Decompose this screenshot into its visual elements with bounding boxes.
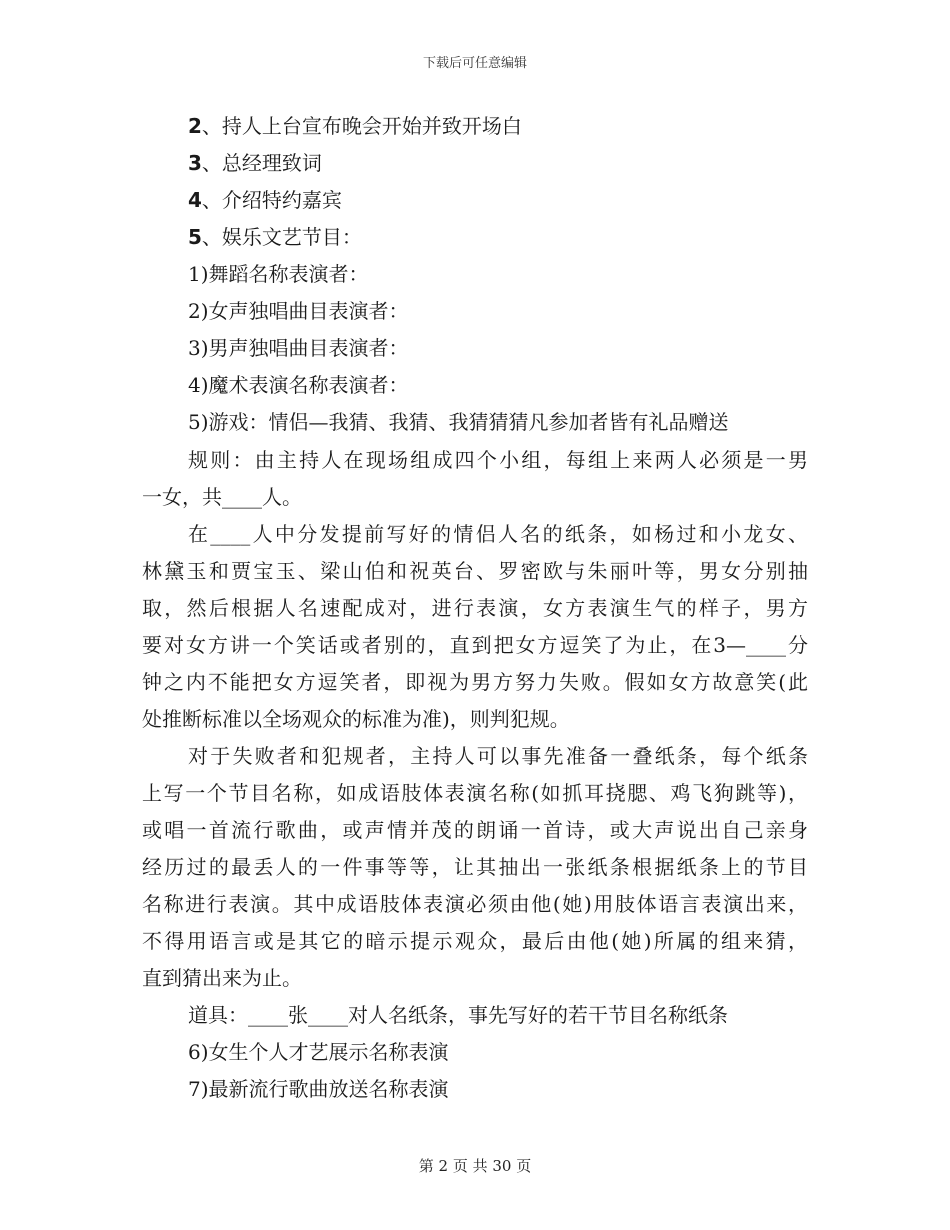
paragraph-line: 名称进行表演。其中成语肢体表演必须由他(她)用肢体语言表演出来， xyxy=(142,892,808,916)
props-line: 道具：____张____对人名纸条，事先写好的若干节目名称纸条 xyxy=(188,1003,728,1027)
paragraph-line: 钟之内不能把女方逗笑者，即视为男方努力失败。假如女方故意笑(此 xyxy=(142,670,808,694)
rules-line: 一女，共____人。 xyxy=(142,485,302,509)
paragraph-line: 经历过的最丢人的一件事等等，让其抽出一张纸条根据纸条上的节目 xyxy=(142,855,808,879)
paragraph-line: 取，然后根据人名速配成对，进行表演，女方表演生气的样子，男方 xyxy=(142,596,808,620)
item-text: 持人上台宣布晚会开始并致开场白 xyxy=(221,114,522,138)
sub-item-3: 3)男声独唱曲目表演者： xyxy=(188,336,409,360)
page-number: 第 2 页 共 30 页 xyxy=(418,1157,532,1175)
sub-item-1: 1)舞蹈名称表演者： xyxy=(188,262,369,286)
sub-item-4: 4)魔术表演名称表演者： xyxy=(188,373,409,397)
page-header-note: 下载后可任意编辑 xyxy=(422,56,527,71)
paragraph-line: 上写一个节目名称，如成语肢体表演名称(如抓耳挠腮、鸡飞狗跳等)， xyxy=(142,781,808,805)
paragraph-line: 要对女方讲一个笑话或者别的，直到把女方逗笑了为止，在3—____分 xyxy=(142,633,808,657)
sub-item-2: 2)女声独唱曲目表演者： xyxy=(188,299,409,323)
paragraph-line: 林黛玉和贾宝玉、梁山伯和祝英台、罗密欧与朱丽叶等，男女分别抽 xyxy=(142,559,808,583)
sub-item-6: 6)女生个人才艺展示名称表演 xyxy=(188,1040,449,1064)
list-item-2 xyxy=(188,112,522,140)
paragraph-line: 对于失败者和犯规者，主持人可以事先准备一叠纸条，每个纸条 xyxy=(188,744,808,768)
paragraph-line: 处推断标准以全场观众的标准为准)，则判犯规。 xyxy=(142,707,570,731)
item-number: 5 xyxy=(188,225,202,249)
paragraph-line: 或唱一首流行歌曲，或声情并茂的朗诵一首诗，或大声说出自己亲身 xyxy=(142,818,808,842)
item-number: 3 xyxy=(188,151,202,175)
item-number: 4 xyxy=(188,188,202,212)
item-separator: 、 xyxy=(201,188,222,212)
paragraph-line: 不得用语言或是其它的暗示提示观众，最后由他(她)所属的组来猜， xyxy=(142,929,808,953)
sub-item-7: 7)最新流行歌曲放送名称表演 xyxy=(188,1077,449,1101)
paragraph-line: 在____人中分发提前写好的情侣人名的纸条，如杨过和小龙女、 xyxy=(188,522,808,546)
item-text: 介绍特约嘉宾 xyxy=(221,188,342,212)
item-text: 娱乐文艺节目： xyxy=(221,225,362,249)
item-text: 总经理致词 xyxy=(221,151,322,175)
list-item-4 xyxy=(188,186,342,214)
rules-line: 规则：由主持人在现场组成四个小组，每组上来两人必须是一男 xyxy=(188,448,808,472)
item-separator: 、 xyxy=(201,225,222,249)
item-number: 2 xyxy=(188,114,202,138)
item-separator: 、 xyxy=(201,114,222,138)
list-item-3 xyxy=(188,149,322,177)
list-item-5 xyxy=(188,223,362,251)
item-separator: 、 xyxy=(201,151,222,175)
paragraph-line: 直到猜出来为止。 xyxy=(142,966,302,990)
sub-item-5: 5)游戏：情侣—我猜、我猜、我猜猜猜凡参加者皆有礼品赠送 xyxy=(188,410,729,434)
